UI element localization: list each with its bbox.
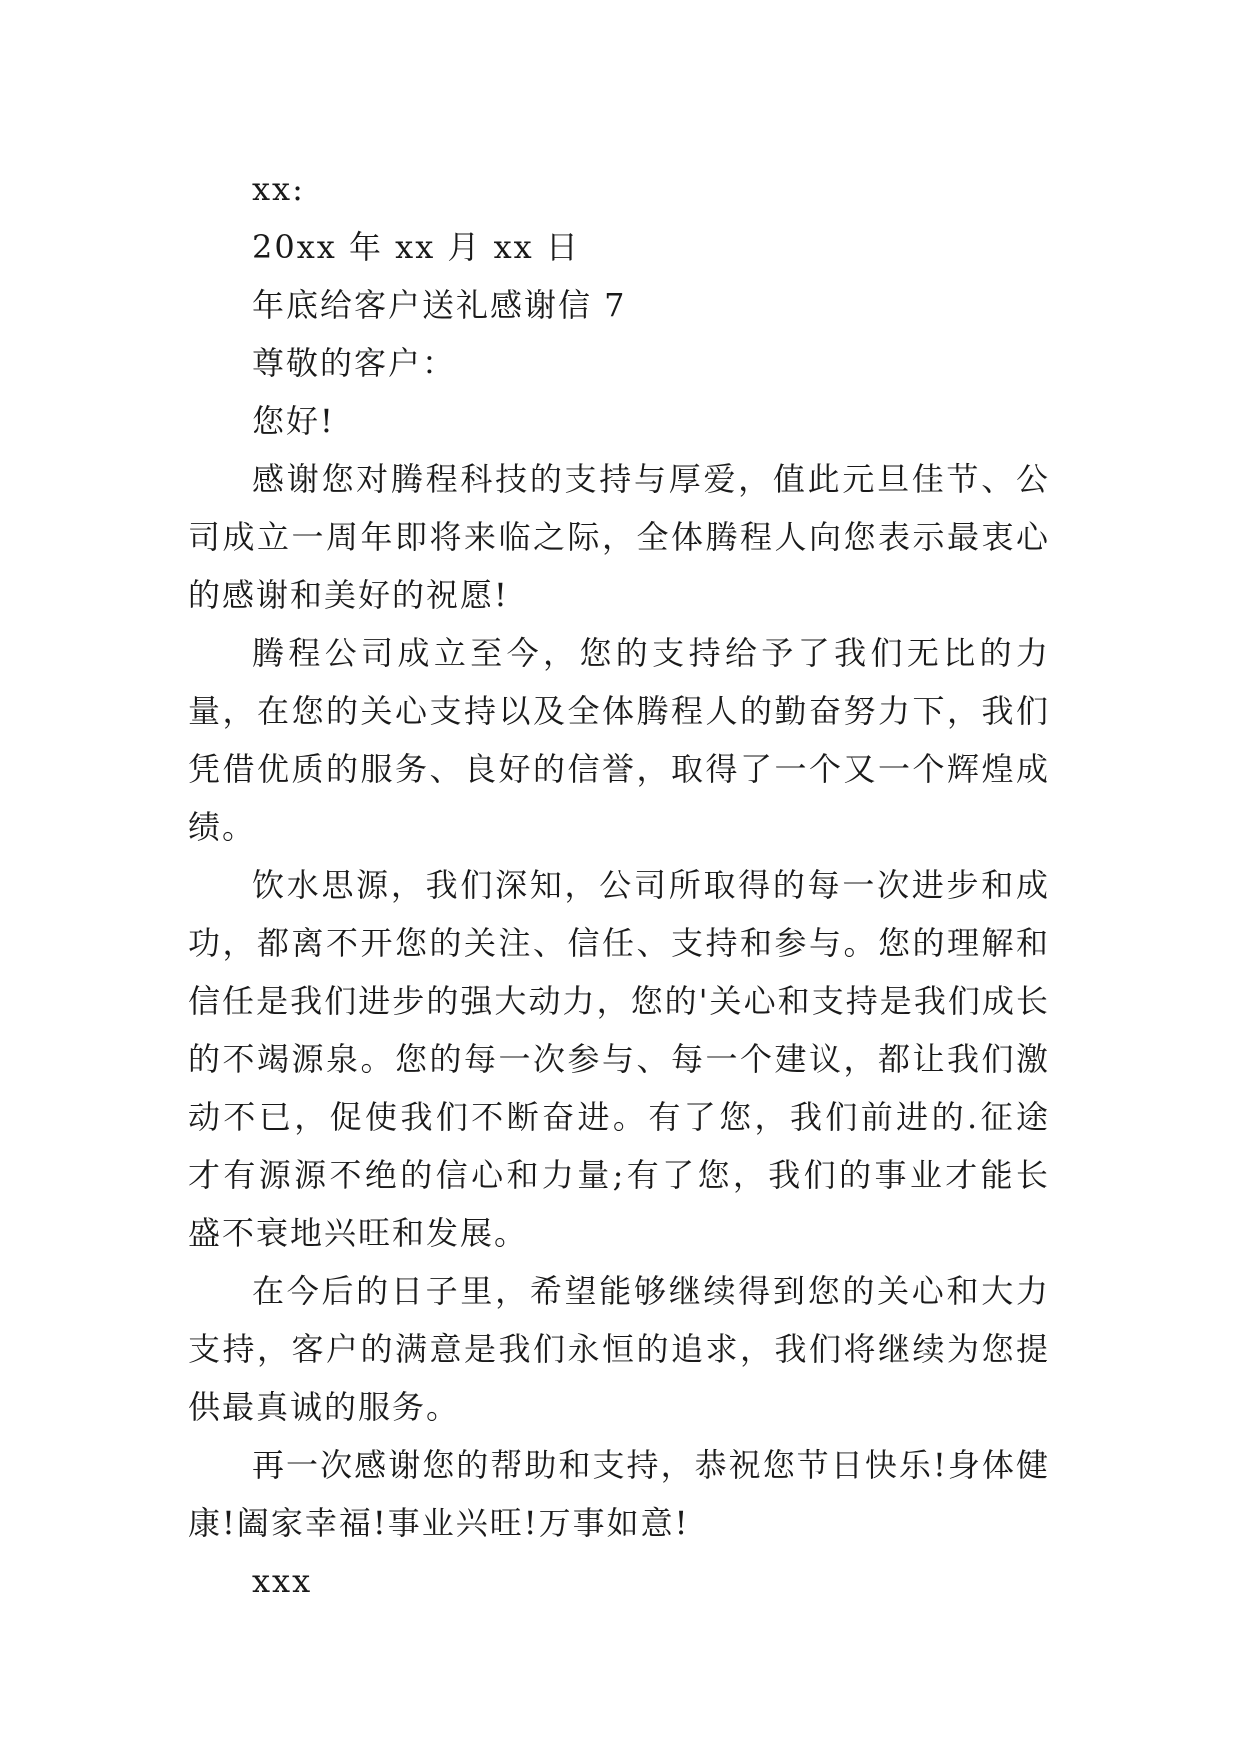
previous-letter-date: 20xx 年 xx 月 xx 日 xyxy=(252,228,580,266)
letter-hello: 您好! xyxy=(252,402,335,440)
paragraph-history: 腾程公司成立至今，您的支持给予了我们无比的力量，在您的关心支持以及全体腾程人的勤奋努力下，我们凭借优质的服务、良好的信誉，取得了一个又一个辉煌成绩。 xyxy=(188,634,1050,846)
paragraph-thanks: 感谢您对腾程科技的支持与厚爱，值此元旦佳节、公司成立一周年即将来临之际，全体腾程人向您表示最衷心的感谢和美好的祝愿! xyxy=(188,460,1050,614)
paragraph-wishes: 再一次感谢您的帮助和支持，恭祝您节日快乐!身体健康!阖家幸福!事业兴旺!万事如意! xyxy=(188,1446,1050,1542)
paragraph-future: 在今后的日子里，希望能够继续得到您的关心和大力支持，客户的满意是我们永恒的追求，我们将继续为您提供最真诚的服务。 xyxy=(188,1272,1050,1426)
letter-body xyxy=(188,160,1050,1610)
previous-letter-closing: xx: xyxy=(252,170,305,208)
letter-greeting: 尊敬的客户： xyxy=(252,344,457,382)
paragraph-gratitude: 饮水思源，我们深知，公司所取得的每一次进步和成功，都离不开您的关注、信任、支持和参与。您的理解和信任是我们进步的强大动力，您的'关心和支持是我们成长的不竭源泉。您的每一次参与、每一个建议，都让我们激动不已，促使我们不断奋进。有了您，我们前进的.征途才有源源不绝的信心和力量;有了您，我们的事业才能长盛不衰地兴旺和发展。 xyxy=(188,866,1050,1252)
letter-title: 年底给客户送礼感谢信 7 xyxy=(252,286,627,324)
letter-signature: xxx xyxy=(252,1562,313,1600)
